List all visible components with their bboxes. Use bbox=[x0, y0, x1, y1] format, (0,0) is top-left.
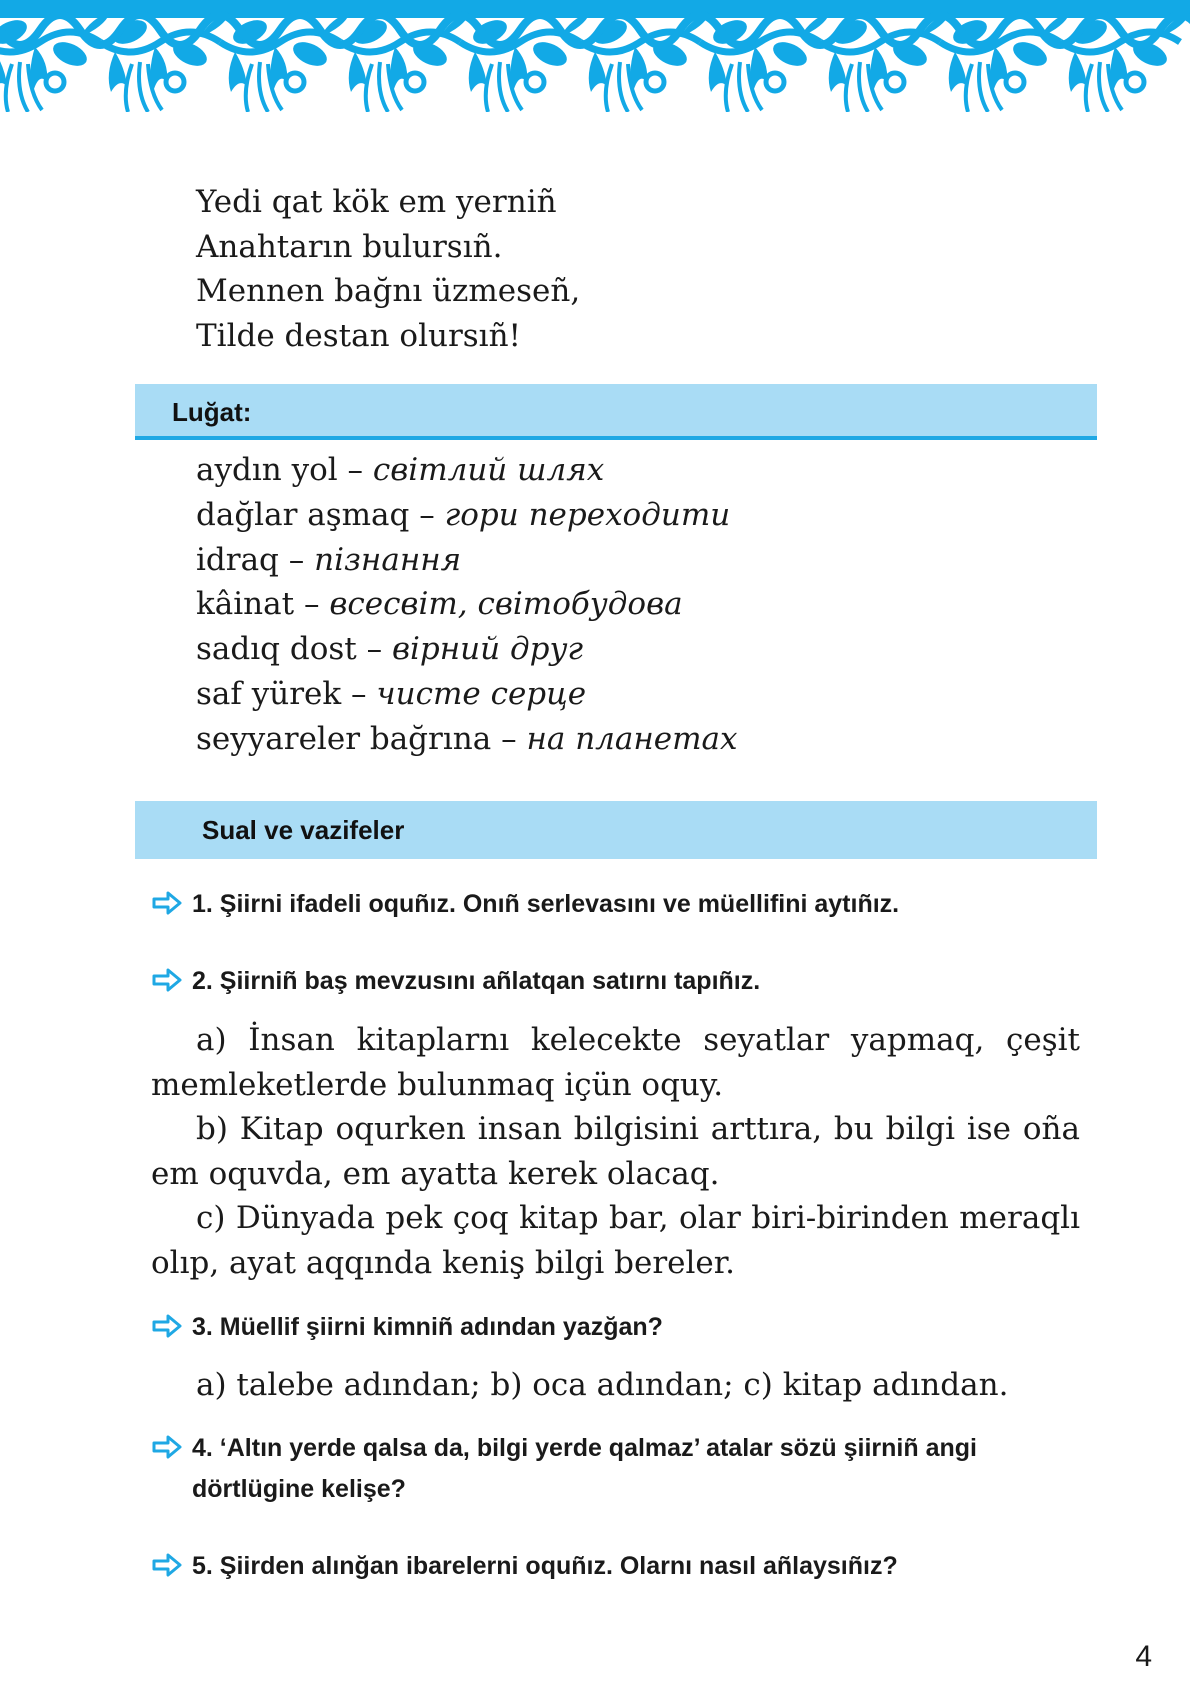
vocab-dash: – bbox=[356, 631, 392, 668]
question-text: 4. ‘Altın yerde qalsa da, bilgi yerde qalmaz’ atalar sözü şiirniñ angi dörtlügine kelişe? bbox=[192, 1434, 977, 1503]
questions-heading: Sual ve vazifeler bbox=[135, 801, 1097, 859]
right-arrow-icon bbox=[152, 1435, 182, 1459]
option-b: b) Kitap oqurken insan bilgisini arttıra, bu bilgi ise oña em oquvda, em ayatta kerek olacaq. bbox=[151, 1111, 1080, 1192]
poem-line: Anahtarın bulursıñ. bbox=[196, 228, 503, 265]
vocab-term: kâinat bbox=[196, 586, 295, 623]
vocabulary-entry bbox=[196, 493, 738, 538]
vocab-translation: світлий шлях bbox=[372, 452, 605, 488]
vocab-translation: на планетах bbox=[526, 720, 738, 757]
floral-ornament-header bbox=[0, 0, 1190, 112]
poem-line: Yedi qat kök em yerniñ bbox=[196, 184, 557, 220]
vocab-term: saf yürek bbox=[196, 675, 342, 712]
poem-line: Tilde destan olursıñ! bbox=[196, 317, 522, 354]
vocabulary-heading: Luğat: bbox=[135, 384, 1097, 440]
question-text: 2. Şiirniñ baş mevzusını añlatqan satırnı tapıñız. bbox=[192, 967, 761, 995]
vocab-dash: – bbox=[491, 720, 527, 757]
vocab-translation: пізнання bbox=[314, 541, 462, 578]
vocab-dash: – bbox=[337, 452, 373, 488]
vocabulary-entry bbox=[196, 582, 738, 627]
question-2 bbox=[152, 961, 1092, 1002]
question-4 bbox=[152, 1428, 1072, 1510]
vocabulary-entry bbox=[196, 717, 738, 762]
question-1 bbox=[152, 884, 1092, 925]
vocab-dash: – bbox=[278, 541, 315, 578]
right-arrow-icon bbox=[152, 968, 182, 992]
question-text: 3. Müellif şiirni kimniñ adından yazğan? bbox=[192, 1313, 663, 1341]
vocab-term: seyyareler bağrına bbox=[196, 720, 492, 757]
vocab-term: dağlar aşmaq bbox=[196, 496, 410, 533]
option-c: c) Dünyada pek çoq kitap bar, olar biri-birinden meraqlı olıp, ayat aqqında keniş bilgi bereler. bbox=[151, 1200, 1080, 1281]
vocab-dash: – bbox=[409, 496, 445, 533]
poem-line: Mennen bağnı üzmeseñ, bbox=[196, 273, 581, 309]
vocabulary-entry bbox=[196, 538, 738, 583]
poem-stanza bbox=[196, 180, 580, 358]
question-5 bbox=[152, 1546, 1092, 1587]
option-a: a) İnsan kitaplarnı kelecekte seyatlar yapmaq, çeşit memleketlerde bulunmaq içün oquy. bbox=[151, 1022, 1080, 1103]
question-3-options: a) talebe adından; b) oca adından; c) kitap adından. bbox=[196, 1367, 1009, 1403]
right-arrow-icon bbox=[152, 891, 182, 915]
vocabulary-list bbox=[196, 448, 738, 762]
page-number: 4 bbox=[1135, 1640, 1152, 1673]
vocabulary-entry bbox=[196, 627, 738, 672]
right-arrow-icon bbox=[152, 1553, 182, 1577]
vocabulary-entry bbox=[196, 448, 738, 493]
question-text: 5. Şiirden alınğan ibarelerni oquñız. Olarnı nasıl añlaysıñız? bbox=[192, 1552, 898, 1580]
vocabulary-entry bbox=[196, 672, 738, 717]
vocab-translation: гори переходити bbox=[444, 496, 731, 533]
vocab-translation: чисте серце bbox=[376, 675, 587, 712]
vocab-translation: вірний друг bbox=[391, 631, 584, 668]
vocab-term: sadıq dost bbox=[196, 631, 357, 668]
question-3 bbox=[152, 1307, 1092, 1348]
vocab-term: aydın yol bbox=[196, 452, 338, 488]
vocab-translation: всесвіт, світобудова bbox=[329, 586, 683, 623]
vocab-term: idraq bbox=[196, 541, 279, 578]
question-2-options bbox=[151, 1018, 1080, 1285]
right-arrow-icon bbox=[152, 1314, 182, 1338]
question-text: 1. Şiirni ifadeli oquñız. Onıñ serlevasını ve müellifini aytıñız. bbox=[192, 890, 900, 918]
vocab-dash: – bbox=[341, 675, 377, 712]
vocab-dash: – bbox=[294, 586, 330, 623]
